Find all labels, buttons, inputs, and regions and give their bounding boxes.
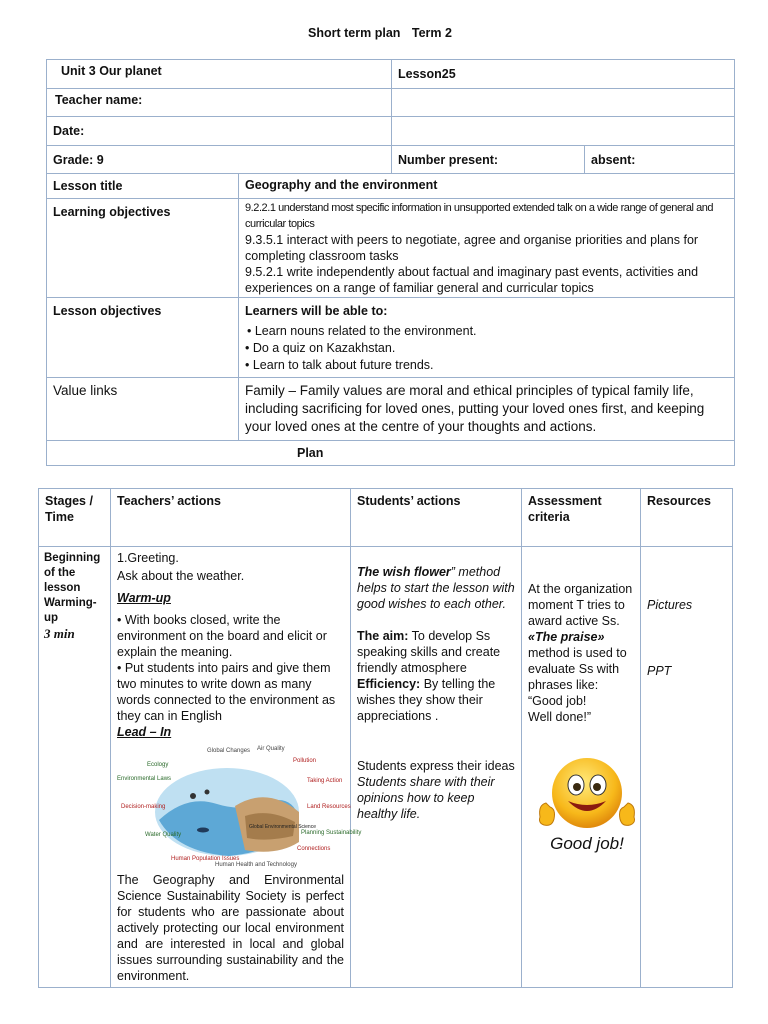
thumb-right-icon <box>620 803 635 825</box>
resource-pictures: Pictures <box>647 598 693 612</box>
absent-label: absent: <box>591 152 636 167</box>
teacher-cell <box>47 89 392 117</box>
assessment-cell <box>522 547 641 988</box>
weather-text: Ask about the weather. <box>117 569 245 583</box>
plan-label: Plan <box>297 446 324 460</box>
warmup-bullet: • With books closed, write the environment on the board and elicit or explain the meaning. <box>117 613 327 659</box>
resource-ppt: PPT <box>647 664 672 678</box>
unit-cell <box>47 60 392 89</box>
learning-objective: 9.3.5.1 interact with peers to negotiate, agree and organise priorities and plans for completing classroom tasks <box>245 233 699 263</box>
diagram-label: Environmental Laws <box>117 776 172 782</box>
header-stages <box>39 489 111 547</box>
header-resources-text: Resources <box>647 494 711 508</box>
efficiency-text <box>357 676 515 724</box>
smiley-pupil <box>593 783 601 791</box>
number-present-cell <box>392 146 585 174</box>
grade-label: Grade: 9 <box>53 152 104 167</box>
wish-flower-desc: ” method helps to start the lesson with good wishes to each other. <box>357 565 515 611</box>
grade-cell <box>47 146 392 174</box>
thumb-left-icon <box>540 803 555 825</box>
lesson-objective: • Do a quiz on Kazakhstan. <box>245 341 396 355</box>
lesson-objectives-label: Lesson objectives <box>53 304 162 318</box>
smiley-pupil <box>573 783 581 791</box>
stage-label: Beginning of the lesson Warming-up <box>44 552 101 624</box>
praise-term: «The praise» <box>528 630 605 644</box>
leadin-heading: Lead – In <box>117 725 172 739</box>
warmup-heading: Warm-up <box>117 591 171 605</box>
plan-title: Short term plan <box>308 26 401 40</box>
warmup-bullet: • Put students into pairs and give them two minutes to write down as many words connected to the environment as they can in English <box>117 661 336 723</box>
students-express-text: Students express their ideas <box>357 759 515 773</box>
fish-icon <box>197 828 209 833</box>
lesson-cell <box>392 60 735 89</box>
resources-cell <box>641 547 733 988</box>
lesson-number: Lesson25 <box>398 67 456 81</box>
header-stages-text: Stages / Time <box>45 494 93 524</box>
aim-text <box>357 628 515 676</box>
number-present-label: Number present: <box>398 152 499 167</box>
date-value[interactable] <box>392 117 735 146</box>
diagram-label: Connections <box>297 846 331 852</box>
learning-objectives-label-cell <box>47 199 239 298</box>
learning-objective: 9.2.2.1 understand most specific information in unsupported extended talk on a wide range of general and curricular topics <box>245 202 714 230</box>
lesson-objectives-label-cell <box>47 298 239 378</box>
diagram-label: Global Changes <box>207 748 251 754</box>
header-teacher <box>111 489 351 547</box>
aim-label: The aim: <box>357 629 409 643</box>
environment-diagram <box>117 746 362 868</box>
learning-objectives-cell <box>239 199 735 298</box>
value-links-label: Value links <box>53 383 118 398</box>
bird-icon <box>190 793 196 799</box>
learning-objectives-label: Learning objectives <box>53 205 171 219</box>
diagram-label: Global Environmental Science <box>249 824 316 830</box>
page-title <box>0 26 768 40</box>
header-table <box>46 59 735 466</box>
praise-desc: method is used to evaluate Ss with phrases like: <box>528 646 627 692</box>
stage-time: 3 min <box>44 626 75 641</box>
absent-cell <box>585 146 735 174</box>
teacher-label: Teacher name: <box>55 93 143 107</box>
diagram-label: Land Resources <box>307 804 351 810</box>
bird-icon <box>205 790 210 795</box>
diagram-label: Taking Action <box>307 778 343 784</box>
lesson-title-cell <box>239 174 735 199</box>
diagram-label: Pollution <box>293 758 317 764</box>
plan-table <box>38 488 733 988</box>
term-label: Term 2 <box>411 26 452 40</box>
header-resources <box>641 489 733 547</box>
diagram-label: Decision-making <box>121 804 166 810</box>
diagram-label: Human Population Issues <box>171 856 240 862</box>
diagram-label: Ecology <box>147 762 169 768</box>
students-actions-cell <box>351 547 522 988</box>
date-cell <box>47 117 392 146</box>
diagram-label: Air Quality <box>257 746 285 752</box>
header-assessment-text: Assessment criteria <box>528 494 602 524</box>
wish-flower-text <box>357 564 515 612</box>
unit-title: Unit 3 Our planet <box>61 64 162 78</box>
learners-able-heading: Learners will be able to: <box>245 304 388 318</box>
lesson-objective: • Learn to talk about future trends. <box>245 358 434 372</box>
students-share-text: Students share with their opinions how to keep healthy life. <box>357 775 495 821</box>
teacher-actions-cell <box>111 547 362 988</box>
lesson-title-label: Lesson title <box>53 179 123 193</box>
good-job-sticker-text: Good job! <box>550 834 624 853</box>
plan-row <box>47 441 735 466</box>
assessment-intro: At the organization moment T tries to award active Ss. <box>528 582 633 628</box>
good-job-quote: “Good job! <box>528 694 587 708</box>
header-assessment <box>522 489 641 547</box>
smiley-face <box>552 758 622 828</box>
header-students-text: Students’ actions <box>357 494 461 508</box>
teacher-value[interactable] <box>392 89 735 117</box>
value-links-text: Family – Family values are moral and ethical principles of typical family life, including sacrificing for loved ones, putting your loved ones first, and keeping your loved ones at the centre of your thoughts and actions. <box>245 383 705 434</box>
value-links-cell <box>239 378 735 441</box>
efficiency-desc: By telling the wishes they show their appreciations . <box>357 677 496 723</box>
diagram-label: Human Health and Technology <box>215 862 297 868</box>
greeting-text: 1.Greeting. <box>117 551 179 565</box>
aim-desc: To develop Ss speaking skills and create friendly atmosphere <box>357 629 501 675</box>
wish-flower-term: The wish flower <box>357 565 451 579</box>
lesson-objectives-cell <box>239 298 735 378</box>
society-paragraph: The Geography and Environmental Science Sustainability Society is perfect for students who are passionate about actively protecting our local environment and are interested in local and global issues surrounding sustainability and the environment. <box>117 873 344 983</box>
diagram-label: Water Quality <box>145 832 182 838</box>
learning-objective: 9.5.2.1 write independently about factual and imaginary past events, activities and experiences on a range of familiar general and curricular topics <box>245 265 699 295</box>
diagram-label: Planning Sustainability <box>301 830 362 836</box>
efficiency-label: Efficiency: <box>357 677 421 691</box>
well-done-quote: Well done!” <box>528 710 591 724</box>
header-teacher-text: Teachers’ actions <box>117 494 221 508</box>
lesson-title: Geography and the environment <box>245 178 438 192</box>
stage-cell <box>39 547 111 988</box>
header-students <box>351 489 522 547</box>
date-label: Date: <box>53 124 85 138</box>
lesson-objective: • Learn nouns related to the environment. <box>247 324 477 338</box>
praise-text <box>528 629 634 693</box>
value-links-label-cell <box>47 378 239 441</box>
lesson-title-label-cell <box>47 174 239 199</box>
smiley-thumbs-up-icon <box>532 755 642 865</box>
